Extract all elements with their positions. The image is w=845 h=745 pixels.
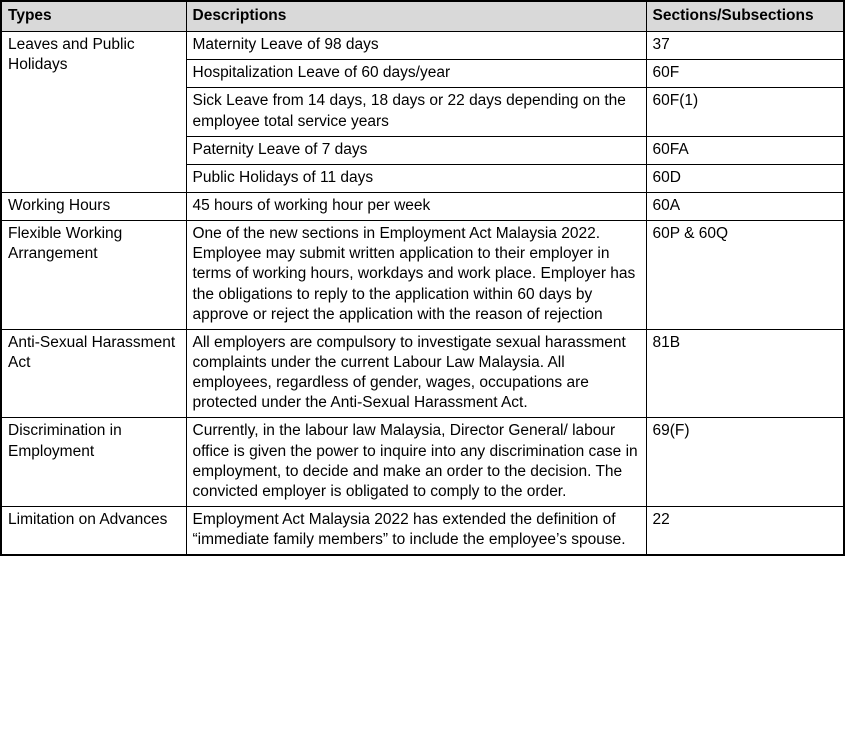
cell-description-text: All employers are compulsory to investigate sexual harassment complaints under the current Labour Law Malaysia. All employees, regardless of gender, wages, occupations are protected under the Anti-Sexual Harassment Act. bbox=[192, 333, 631, 412]
table-row bbox=[1, 418, 844, 507]
cell-section-text: 22 bbox=[652, 510, 670, 528]
cell-section-text: 69(F) bbox=[652, 422, 690, 440]
cell-section-text: 81B bbox=[652, 333, 681, 351]
cell-section bbox=[646, 32, 844, 60]
cell-section-text: 60A bbox=[652, 196, 681, 214]
cell-type bbox=[1, 418, 186, 507]
cell-description bbox=[186, 32, 646, 60]
cell-type bbox=[1, 506, 186, 555]
column-header-types: Types bbox=[1, 1, 186, 32]
table-body bbox=[1, 32, 844, 556]
cell-description bbox=[186, 329, 646, 418]
cell-description bbox=[186, 192, 646, 220]
cell-type-text: Discrimination in Employment bbox=[8, 422, 127, 460]
cell-section bbox=[646, 329, 844, 418]
cell-section bbox=[646, 136, 844, 164]
column-header-descriptions: Descriptions bbox=[186, 1, 646, 32]
table-header bbox=[1, 1, 844, 32]
cell-type-text: Working Hours bbox=[8, 196, 111, 214]
cell-section-text: 60F(1) bbox=[652, 92, 699, 110]
cell-section-text: 60F bbox=[652, 64, 680, 82]
table-header-row bbox=[1, 1, 844, 32]
cell-section bbox=[646, 221, 844, 330]
cell-type-text: Limitation on Advances bbox=[8, 510, 168, 528]
cell-section bbox=[646, 164, 844, 192]
cell-description-text: 45 hours of working hour per week bbox=[192, 196, 431, 214]
column-header-sections: Sections/Subsections bbox=[646, 1, 844, 32]
cell-description-text: Maternity Leave of 98 days bbox=[192, 36, 379, 54]
cell-section-text: 37 bbox=[652, 36, 670, 54]
cell-section bbox=[646, 192, 844, 220]
cell-description-text: Currently, in the labour law Malaysia, Director General/ labour office is given the power to inquire into any discrimination case in employment, to decide and make an order to the decision. The convicted employer is obligated to comply to the order. bbox=[192, 422, 642, 500]
cell-section bbox=[646, 506, 844, 555]
cell-section-text: 60D bbox=[652, 168, 681, 186]
table-row bbox=[1, 221, 844, 330]
cell-description bbox=[186, 60, 646, 88]
cell-description-text: Employment Act Malaysia 2022 has extended the definition of “immediate family members” to include the employee’s spouse. bbox=[192, 510, 626, 549]
cell-section bbox=[646, 418, 844, 507]
cell-description bbox=[186, 136, 646, 164]
cell-type bbox=[1, 192, 186, 220]
cell-description bbox=[186, 88, 646, 136]
cell-type-text: Flexible Working Arrangement bbox=[8, 225, 126, 263]
cell-type bbox=[1, 221, 186, 330]
table-row bbox=[1, 192, 844, 220]
cell-type-text: Anti-Sexual Harassment Act bbox=[8, 333, 179, 371]
cell-description-text: One of the new sections in Employment Act Malaysia 2022. Employee may submit written application to their employer in terms of working hours, workdays and work place. Employer has the obligations to reply to the application within 60 days by approve or reject the application with the reason of rejection bbox=[192, 225, 640, 323]
table-row bbox=[1, 329, 844, 418]
table-row bbox=[1, 506, 844, 555]
cell-description bbox=[186, 221, 646, 330]
cell-section bbox=[646, 60, 844, 88]
cell-description-text: Paternity Leave of 7 days bbox=[192, 140, 368, 158]
cell-description bbox=[186, 418, 646, 507]
cell-type bbox=[1, 32, 186, 193]
cell-type-text: Leaves and Public Holidays bbox=[8, 36, 139, 74]
cell-type bbox=[1, 329, 186, 418]
cell-description bbox=[186, 506, 646, 555]
cell-description-text: Sick Leave from 14 days, 18 days or 22 days depending on the employee total service years bbox=[192, 92, 631, 130]
cell-section bbox=[646, 88, 844, 136]
cell-description bbox=[186, 164, 646, 192]
cell-description-text: Public Holidays of 11 days bbox=[192, 168, 374, 186]
cell-section-text: 60P & 60Q bbox=[652, 225, 729, 243]
cell-description-text: Hospitalization Leave of 60 days/year bbox=[192, 64, 451, 82]
table-row bbox=[1, 32, 844, 60]
cell-section-text: 60FA bbox=[652, 140, 689, 158]
